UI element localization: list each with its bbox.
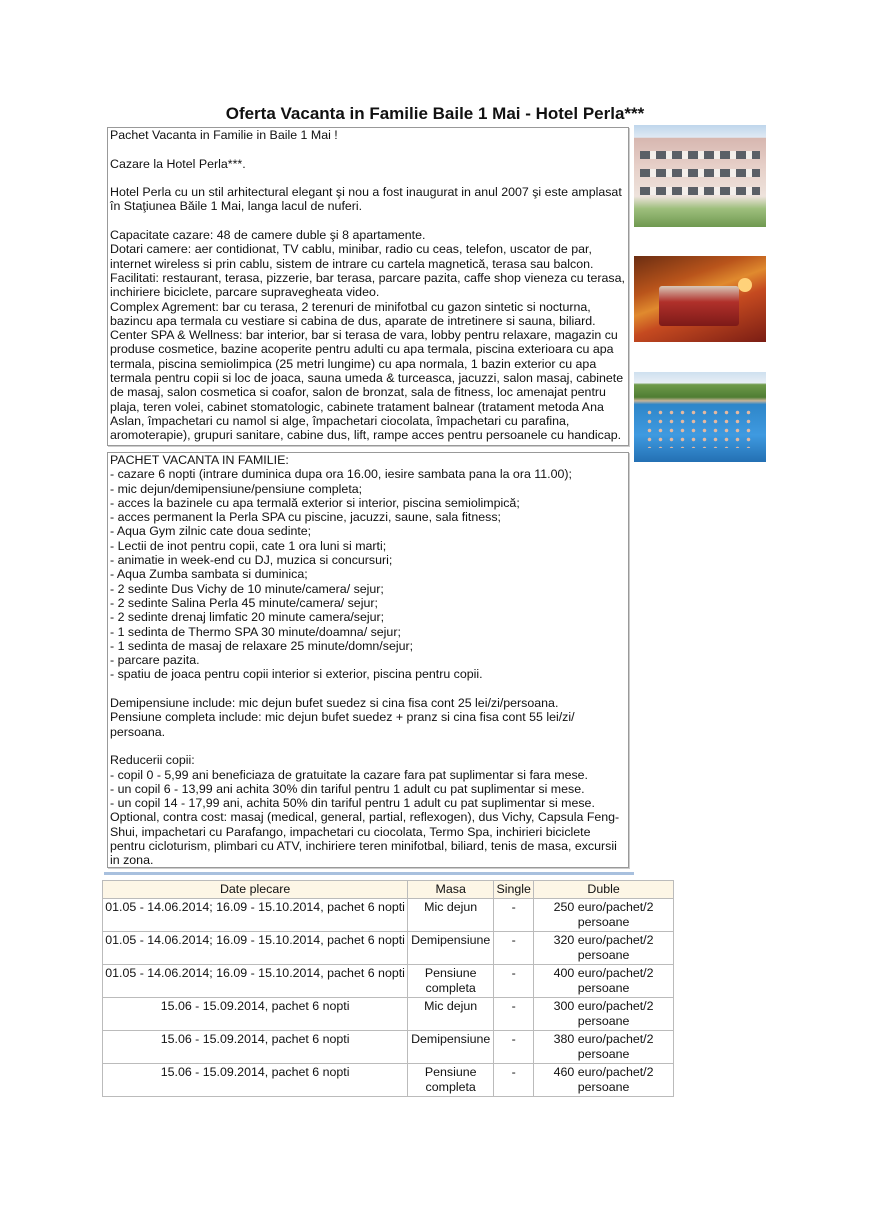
package-item: - animatie in week-end cu DJ, muzica si concursuri; — [110, 553, 393, 568]
hotel-about: Hotel Perla cu un stil arhitectural elegant şi nou a fost inaugurat in anul 2007 şi este amplasat în Staţiunea Băile 1 Mai, langa lacul de nuferi. — [110, 185, 622, 214]
hotel-room-photo — [634, 256, 766, 342]
pool-photo — [634, 372, 766, 462]
package-item: - parcare pazita. — [110, 653, 200, 668]
cell-meal: Demipensiune — [408, 1031, 494, 1064]
room-amenities: Dotari camere: aer contidionat, TV cablu, minibar, radio cu ceas, telefon, uscator de par, internet wireless si prin cablu, sistem de intrare cu cartela magnetică, terasa sau balcon. — [110, 242, 594, 271]
cell-meal: Mic dejun — [408, 998, 494, 1031]
col-header-double: Duble — [534, 881, 674, 899]
package-item: - 1 sedinta de masaj de relaxare 25 minute/domn/sejur; — [110, 638, 414, 653]
table-row — [103, 1031, 674, 1064]
package-item: - 2 sedinte drenaj limfatic 20 minute camera/sejur; — [110, 610, 385, 625]
intro-line: Pachet Vacanta in Familie in Baile 1 Mai ! — [110, 128, 338, 142]
cell-meal: Pensiune completa — [408, 1064, 494, 1097]
cell-single: - — [494, 1064, 534, 1097]
package-item: - acces la bazinele cu apa termală exterior si interior, piscina semiolimpică; — [110, 495, 520, 510]
cell-double: 250 euro/pachet/2 persoane — [534, 899, 674, 932]
package-item: - Lectii de inot pentru copii, cate 1 ora luni si marti; — [110, 538, 387, 553]
cell-date: 01.05 - 14.06.2014; 16.09 - 15.10.2014, pachet 6 nopti — [103, 932, 408, 965]
hotel-description — [107, 127, 629, 446]
cell-date: 01.05 - 14.06.2014; 16.09 - 15.10.2014, pachet 6 nopti — [103, 965, 408, 998]
section-divider — [104, 872, 634, 875]
cell-date: 15.06 - 15.09.2014, pachet 6 nopti — [103, 1031, 408, 1064]
cell-date: 01.05 - 14.06.2014; 16.09 - 15.10.2014, pachet 6 nopti — [103, 899, 408, 932]
cell-double: 300 euro/pachet/2 persoane — [534, 998, 674, 1031]
cell-double: 400 euro/pachet/2 persoane — [534, 965, 674, 998]
cell-single: - — [494, 932, 534, 965]
cell-date: 15.06 - 15.09.2014, pachet 6 nopti — [103, 998, 408, 1031]
package-item: - Aqua Zumba sambata si duminica; — [110, 567, 308, 582]
child-discount: - un copil 6 - 13,99 ani achita 30% din tariful pentru 1 adult cu pat suplimentar si mese. — [110, 781, 585, 796]
capacity-line: Capacitate cazare: 48 de camere duble şi 8 apartamente. — [110, 228, 426, 243]
spa-wellness: Center SPA & Wellness: bar interior, bar si terasa de vara, lobby pentru relaxare, magazin cu produse cosmetice, bazine acoperite pentru adulti cu apa termala, piscina exterioara cu apa termala, piscina semiolimpica (25 metri lungime) cu apa normala, 1 bazin exterior cu apa termala pentru copii si loc de joaca, sauna umeda & turceasca, jacuzzi, salon masaj, cabinete de masaj, salon cosmetica si coafor, salon de bronzat, sala de fitness, loc amenajat pentru plaja, teren volei, cabinet stomatologic, cabinete tratament balnear (tratament metoda Ana Aslan, împachetari cu namol si alge, împachetari ciocolata, împachetari cu parafina, aromoterapie), grupuri sanitare, cabine dus, lift, rampe acces pentru persoanele cu handicap. — [110, 328, 624, 443]
facilities: Facilitati: restaurant, terasa, pizzerie, bar terasa, parcare pazita, caffe shop vieneza cu terasa, inchiriere biciclete, parcare supravegheata video. — [110, 270, 625, 300]
cell-date: 15.06 - 15.09.2014, pachet 6 nopti — [103, 1064, 408, 1097]
col-header-single: Single — [494, 881, 534, 899]
child-discount: - un copil 14 - 17,99 ani, achita 50% din tariful pentru 1 adult cu pat suplimentar si mese. — [110, 796, 595, 811]
cell-meal: Demipensiune — [408, 932, 494, 965]
cell-double: 320 euro/pachet/2 persoane — [534, 932, 674, 965]
table-header-row — [103, 881, 674, 899]
cell-single: - — [494, 1031, 534, 1064]
cell-single: - — [494, 899, 534, 932]
package-item: - 2 sedinte Salina Perla 45 minute/camera/ sejur; — [110, 595, 378, 610]
package-item: - 2 sedinte Dus Vichy de 10 minute/camera/ sejur; — [110, 581, 384, 596]
cell-meal: Pensiune completa — [408, 965, 494, 998]
half-board-note: Demipensiune include: mic dejun bufet suedez si cina fisa cont 25 lei/zi/persoana. — [110, 696, 559, 711]
hotel-facade-photo — [634, 125, 766, 227]
package-item: - cazare 6 nopti (intrare duminica dupa ora 16.00, iesire sambata pana la ora 11.00); — [110, 467, 572, 482]
table-row — [103, 932, 674, 965]
package-item: - Aqua Gym zilnic cate doua sedinte; — [110, 524, 312, 539]
col-header-meal: Masa — [408, 881, 494, 899]
cell-single: - — [494, 998, 534, 1031]
cell-double: 380 euro/pachet/2 persoane — [534, 1031, 674, 1064]
package-details — [107, 452, 629, 868]
package-item: - spatiu de joaca pentru copii interior si exterior, piscina pentru copii. — [110, 667, 483, 682]
table-row — [103, 1064, 674, 1097]
package-item: - acces permanent la Perla SPA cu piscine, jacuzzi, saune, sala fitness; — [110, 510, 501, 525]
child-discount: - copil 0 - 5,99 ani beneficiaza de gratuitate la cazare fara pat suplimentar si fara mese. — [110, 767, 588, 782]
cell-single: - — [494, 965, 534, 998]
table-row — [103, 998, 674, 1031]
leisure-complex: Complex Agrement: bar cu terasa, 2 terenuri de minifotbal cu gazon sintetic si nocturna, bazincu apa termala cu vestiare si cabina de dus, aparate de intretinere si sauna, biliard. — [110, 299, 596, 328]
child-discounts-heading: Reducerii copii: — [110, 753, 195, 768]
table-row — [103, 965, 674, 998]
price-table — [102, 880, 674, 1097]
full-board-note: Pensiune completa include: mic dejun bufet suedez + pranz si cina fisa cont 55 lei/zi/ persoana. — [110, 710, 575, 739]
page-title: Oferta Vacanta in Familie Baile 1 Mai - Hotel Perla*** — [225, 104, 645, 123]
package-heading: PACHET VACANTA IN FAMILIE: — [110, 453, 289, 467]
package-item: - mic dejun/demipensiune/pensiune completa; — [110, 481, 363, 496]
package-item: - 1 sedinta de Thermo SPA 30 minute/doamna/ sejur; — [110, 624, 401, 639]
table-row — [103, 899, 674, 932]
cell-double: 460 euro/pachet/2 persoane — [534, 1064, 674, 1097]
optional-services: Optional, contra cost: masaj (medical, general, partial, reflexogen), dus Vichy, Capsula Feng-Shui, impachetari cu Parafango, impachetari cu ciocolata, Termo Spa, inchirieri biciclete pentru cicloturism, plimbari cu ATV, inchiriere teren minifotbal, biliard, tenis de masa, excursii in zona. — [110, 810, 620, 868]
col-header-date: Date plecare — [103, 881, 408, 899]
accommodation-line: Cazare la Hotel Perla***. — [110, 156, 246, 171]
cell-meal: Mic dejun — [408, 899, 494, 932]
